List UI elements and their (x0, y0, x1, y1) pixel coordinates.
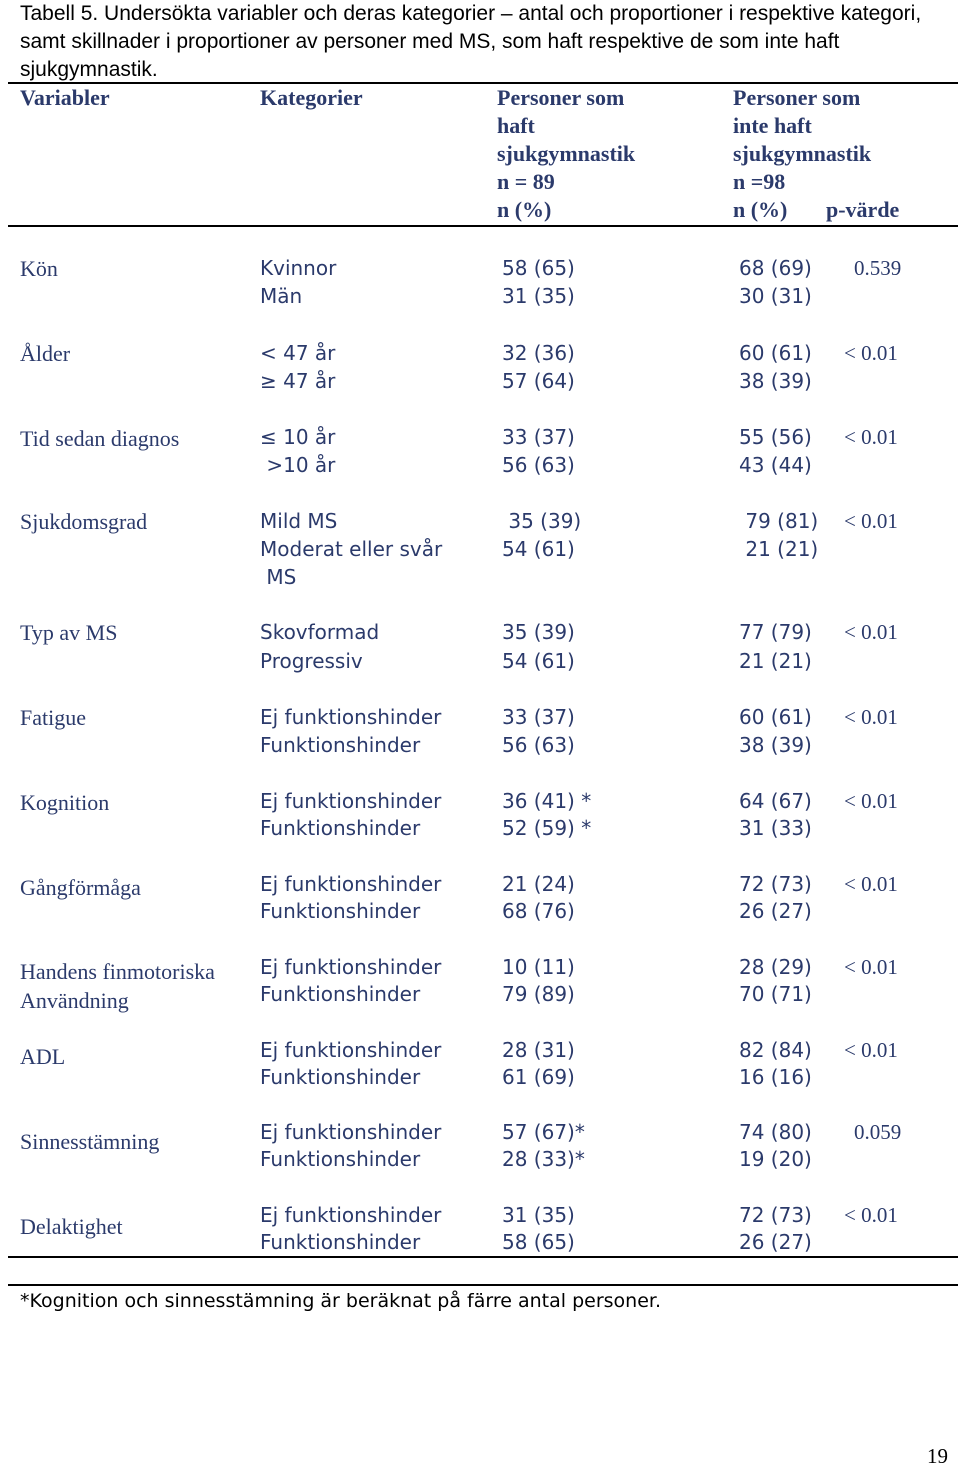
group2-value: 16 (16) (739, 1065, 812, 1089)
variable-name: Handens finmotoriska (20, 959, 215, 984)
footnote-rule (8, 1284, 958, 1286)
group2-value: 19 (20) (739, 1147, 812, 1171)
group1-value: 54 (61) (502, 649, 575, 673)
p-value: < 0.01 (844, 341, 898, 365)
category-label: >10 år (260, 453, 336, 477)
group2-value: 38 (39) (739, 733, 812, 757)
variable-name: Fatigue (20, 705, 86, 730)
p-value: 0.539 (854, 256, 902, 280)
group2-value: 79 (81) (739, 509, 819, 533)
header-group1-line: n (%) (497, 197, 552, 222)
group2-value: 70 (71) (739, 982, 812, 1006)
category-label: Män (260, 284, 303, 308)
variable-name: Sjukdomsgrad (20, 509, 148, 534)
header-pvalue: p-värde (826, 197, 900, 222)
category-label: ≤ 10 år (260, 425, 336, 449)
group1-value: 35 (39) (502, 509, 582, 533)
group1-value: 33 (37) (502, 425, 575, 449)
category-label: Funktionshinder (260, 1147, 421, 1171)
p-value: 0.059 (854, 1120, 902, 1144)
group1-value: 61 (69) (502, 1065, 575, 1089)
group2-value: 31 (33) (739, 816, 812, 840)
header-group1-line: Personer som (497, 85, 625, 110)
group2-value: 21 (21) (739, 649, 812, 673)
category-label: Funktionshinder (260, 1065, 421, 1089)
group2-value: 55 (56) (739, 425, 812, 449)
group2-value: 77 (79) (739, 620, 812, 644)
variable-name: Tid sedan diagnos (20, 426, 180, 451)
header-kategorier: Kategorier (260, 85, 363, 110)
category-label: Kvinnor (260, 256, 337, 280)
variable-name: Kognition (20, 790, 110, 815)
p-value: < 0.01 (844, 620, 898, 644)
header-group2-line: n =98 (733, 169, 786, 194)
group2-value: 28 (29) (739, 955, 812, 979)
header-group1-line: sjukgymnastik (497, 141, 636, 166)
group1-value: 28 (31) (502, 1038, 575, 1062)
category-label: Ej funktionshinder (260, 955, 442, 979)
group2-value: 72 (73) (739, 872, 812, 896)
variable-name: Typ av MS (20, 620, 118, 645)
category-label: Skovformad (260, 620, 380, 644)
variable-name: ADL (20, 1044, 66, 1069)
category-label: Funktionshinder (260, 816, 421, 840)
category-label: Funktionshinder (260, 1230, 421, 1254)
group1-value: 10 (11) (502, 955, 575, 979)
header-group1-line: n = 89 (497, 169, 555, 194)
group1-value: 58 (65) (502, 1230, 575, 1254)
variable-name: Sinnesstämning (20, 1129, 160, 1154)
group2-value: 72 (73) (739, 1203, 812, 1227)
group1-value: 68 (76) (502, 899, 575, 923)
header-group2-line: sjukgymnastik (733, 141, 872, 166)
group1-value: 54 (61) (502, 537, 575, 561)
group1-value: 33 (37) (502, 705, 575, 729)
group1-value: 79 (89) (502, 982, 575, 1006)
group2-value: 26 (27) (739, 899, 812, 923)
p-value: < 0.01 (844, 1038, 898, 1062)
group1-value: 35 (39) (502, 620, 575, 644)
category-label: Ej funktionshinder (260, 705, 442, 729)
group1-value: 36 (41) * (502, 789, 592, 813)
group2-value: 64 (67) (739, 789, 812, 813)
group1-value: 57 (64) (502, 369, 575, 393)
p-value: < 0.01 (844, 425, 898, 449)
group1-value: 31 (35) (502, 284, 575, 308)
category-label: Ej funktionshinder (260, 789, 442, 813)
group2-value: 43 (44) (739, 453, 812, 477)
category-label: Ej funktionshinder (260, 1203, 442, 1227)
category-label: Ej funktionshinder (260, 872, 442, 896)
p-value: < 0.01 (844, 509, 898, 533)
p-value: < 0.01 (844, 705, 898, 729)
group2-value: 26 (27) (739, 1230, 812, 1254)
group1-value: 56 (63) (502, 733, 575, 757)
p-value: < 0.01 (844, 872, 898, 896)
group1-value: 32 (36) (502, 341, 575, 365)
table-bottom-rule (8, 1256, 958, 1258)
category-label: Progressiv (260, 649, 363, 673)
p-value: < 0.01 (844, 1203, 898, 1227)
category-label: Mild MS (260, 509, 338, 533)
group2-value: 60 (61) (739, 341, 812, 365)
group1-value: 57 (67)* (502, 1120, 585, 1144)
category-label: ≥ 47 år (260, 369, 336, 393)
group1-value: 28 (33)* (502, 1147, 585, 1171)
group1-value: 21 (24) (502, 872, 575, 896)
header-bottom-rule (8, 225, 958, 227)
variable-name: Gångförmåga (20, 875, 141, 900)
group2-value: 68 (69) (739, 256, 812, 280)
variable-name: Användning (20, 988, 129, 1013)
category-label: Funktionshinder (260, 899, 421, 923)
page-number: 19 (927, 1444, 948, 1468)
header-group2-line: n (%) (733, 197, 788, 222)
variable-name: Ålder (20, 341, 71, 366)
p-value: < 0.01 (844, 789, 898, 813)
category-label: Ej funktionshinder (260, 1120, 442, 1144)
header-group1-line: haft (497, 113, 535, 138)
group2-value: 38 (39) (739, 369, 812, 393)
header-variabler: Variabler (20, 85, 110, 110)
header-group2-line: Personer som (733, 85, 861, 110)
category-label: Moderat eller svår (260, 537, 443, 561)
p-value: < 0.01 (844, 955, 898, 979)
table-caption: Tabell 5. Undersökta variabler och deras kategorier – antal och proportioner i respektive kategori, samt skillnader i proportioner av personer med MS, som haft respektive de som inte haft sjukgymnastik. (20, 2, 922, 81)
category-label: Ej funktionshinder (260, 1038, 442, 1062)
variable-name: Delaktighet (20, 1214, 123, 1239)
group2-value: 82 (84) (739, 1038, 812, 1062)
group1-value: 58 (65) (502, 256, 575, 280)
header-group2-line: inte haft (733, 113, 812, 138)
group2-value: 74 (80) (739, 1120, 812, 1144)
category-label: Funktionshinder (260, 982, 421, 1006)
table-footnote: *Kognition och sinnesstämning är beräknat på färre antal personer. (20, 1290, 661, 1312)
group2-value: 30 (31) (739, 284, 812, 308)
group2-value: 60 (61) (739, 705, 812, 729)
category-label: MS (260, 565, 297, 589)
group1-value: 56 (63) (502, 453, 575, 477)
group2-value: 21 (21) (739, 537, 819, 561)
variable-name: Kön (20, 256, 58, 281)
category-label: < 47 år (260, 341, 336, 365)
category-label: Funktionshinder (260, 733, 421, 757)
group1-value: 52 (59) * (502, 816, 592, 840)
group1-value: 31 (35) (502, 1203, 575, 1227)
